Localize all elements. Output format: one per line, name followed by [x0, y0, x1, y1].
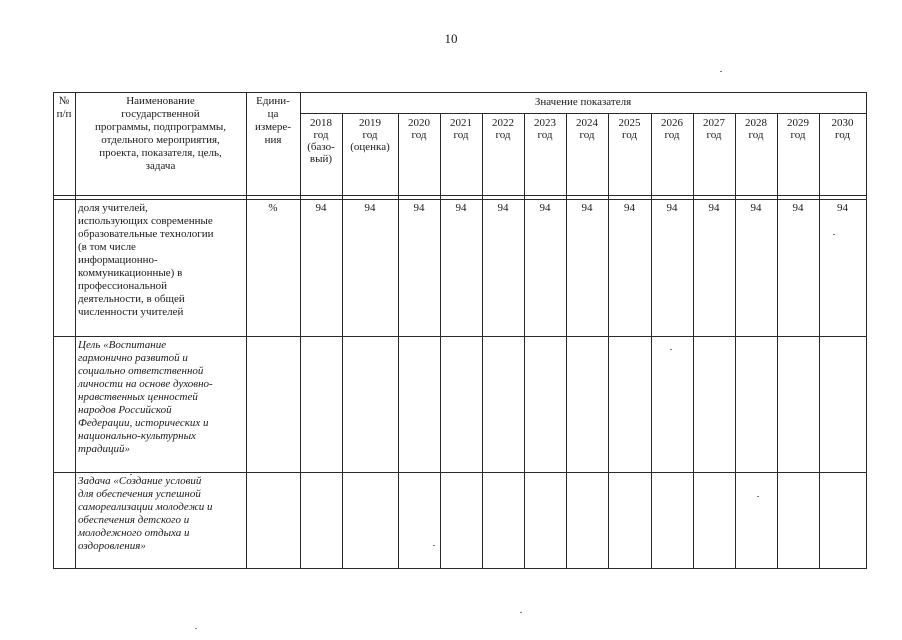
row-value-cell	[524, 339, 566, 471]
row-value-cell	[482, 475, 524, 567]
year-header-cell: 2028 год	[745, 117, 767, 141]
row-value-cell	[342, 339, 398, 471]
row-value-cell: 94	[750, 202, 762, 214]
row-value-cell	[342, 475, 398, 567]
header-bottom-line	[53, 195, 867, 196]
scan-speck	[757, 496, 759, 497]
row-value-cell: 94	[581, 202, 593, 214]
header-unit: Едини- ца измере- ния	[255, 95, 291, 146]
year-header-cell: 2018 год (базо- вый)	[307, 117, 335, 165]
year-header-cell: 2029 год	[787, 117, 809, 141]
year-header-cell: 2024 год	[576, 117, 598, 141]
row-separator-line	[53, 336, 867, 337]
row-value-cell	[777, 475, 819, 567]
year-header-cell: 2020 год	[408, 117, 430, 141]
row-name-cell: Цель «Воспитание гармонично развитой и социально ответственной личности на основе духовно- нравственных ценностей народов Российской Федерации, исторических и национально-культурных традиций»	[78, 339, 213, 455]
row-unit-cell	[246, 339, 300, 471]
year-header-cell: 2021 год	[450, 117, 472, 141]
row-value-cell	[735, 475, 777, 567]
row-value-cell	[440, 339, 482, 471]
row-value-cell	[693, 339, 735, 471]
column-line	[866, 92, 867, 569]
row-value-cell	[566, 475, 608, 567]
row-value-cell: 94	[364, 202, 376, 214]
row-value-cell	[440, 475, 482, 567]
year-header-cell: 2026 год	[661, 117, 683, 141]
year-header-cell: 2019 год (оценка)	[350, 117, 390, 153]
header-double-line	[53, 199, 867, 200]
scan-speck	[720, 71, 722, 72]
year-header-cell: 2022 год	[492, 117, 514, 141]
row-value-cell: 94	[666, 202, 678, 214]
row-value-cell	[524, 475, 566, 567]
row-value-cell	[608, 475, 651, 567]
scan-speck	[670, 349, 672, 350]
row-unit-cell	[246, 475, 300, 567]
row-value-cell: 94	[837, 202, 848, 214]
row-name-cell: доля учителей, использующих современные образовательные технологии (в том числе информационно- коммуникационные) в профессиональной деятельности, в общей численности учителей	[78, 202, 214, 318]
row-value-cell: 94	[315, 202, 327, 214]
row-value-cell	[819, 475, 866, 567]
header-name: Наименование государственной программы, подпрограммы, отдельного мероприятия, проекта, показателя, цель, задача	[94, 95, 227, 172]
year-header-cell: 2023 год	[534, 117, 556, 141]
scan-speck	[833, 234, 835, 235]
row-value-cell	[398, 339, 440, 471]
table-border-top	[53, 92, 867, 93]
year-header-cell: 2030 год	[831, 117, 854, 141]
row-value-cell: 94	[413, 202, 425, 214]
row-value-cell: 94	[624, 202, 635, 214]
header-values: Значение показателя	[534, 96, 632, 108]
row-value-cell	[398, 475, 440, 567]
row-value-cell: 94	[792, 202, 804, 214]
year-header-cell: 2027 год	[703, 117, 725, 141]
year-header-cell: 2025 год	[618, 117, 641, 141]
row-value-cell	[482, 339, 524, 471]
row-value-cell: 94	[539, 202, 551, 214]
scan-speck	[195, 628, 197, 629]
row-unit-cell: %	[268, 202, 278, 214]
row-value-cell	[566, 339, 608, 471]
scan-speck	[520, 612, 522, 613]
row-value-cell	[608, 339, 651, 471]
row-value-cell	[300, 475, 342, 567]
header-number: № п/п	[56, 95, 72, 120]
scan-speck	[130, 474, 132, 475]
row-value-cell	[693, 475, 735, 567]
scan-speck	[433, 545, 435, 546]
header-subdivider-line	[300, 113, 867, 114]
row-separator-line	[53, 472, 867, 473]
row-value-cell: 94	[455, 202, 467, 214]
row-value-cell	[819, 339, 866, 471]
row-value-cell: 94	[708, 202, 720, 214]
row-value-cell	[777, 339, 819, 471]
row-value-cell	[735, 339, 777, 471]
row-value-cell	[651, 339, 693, 471]
row-separator-line	[53, 568, 867, 569]
row-value-cell	[300, 339, 342, 471]
page-number: 10	[444, 31, 458, 46]
row-value-cell	[651, 475, 693, 567]
row-name-cell: Задача «Создание условий для обеспечения успешной самореализации молодежи и обеспечения детского и молодежного отдыха и оздоровления»	[78, 475, 213, 552]
row-value-cell: 94	[497, 202, 509, 214]
